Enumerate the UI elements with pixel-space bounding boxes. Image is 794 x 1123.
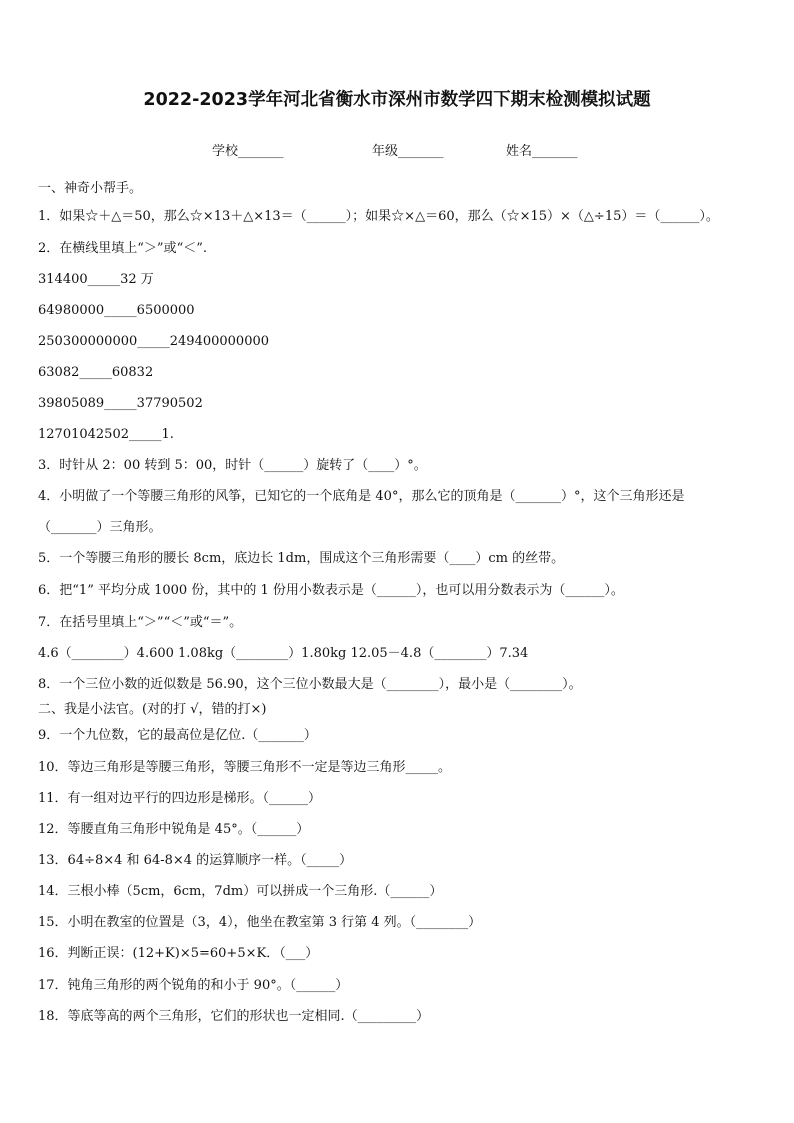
q2-item: 64980000_____6500000 <box>38 303 195 318</box>
q2-item: 39805089_____37790502 <box>38 396 203 411</box>
question-8: 8．一个三位小数的近似数是 56.90，这个三位小数最大是（________），最小是（________）。 <box>38 677 582 692</box>
question-11: 11．有一组对边平行的四边形是梯形。（______） <box>38 791 322 806</box>
question-4: 4．小明做了一个等腰三角形的风筝，已知它的一个底角是 40°，那么它的顶角是（_______）°，这个三角形还是 <box>38 489 685 504</box>
q2-item: 12701042502_____1. <box>38 427 174 442</box>
q2-item: 314400_____32 万 <box>38 272 154 287</box>
question-1: 1．如果☆＋△＝50，那么☆×13＋△×13＝（______）；如果☆×△＝60，那么（☆×15）×（△÷15）＝（______）。 <box>38 209 719 224</box>
name-field: 姓名_______ <box>506 144 578 159</box>
question-13: 13．64÷8×4 和 64-8×4 的运算顺序一样。（_____） <box>38 853 353 868</box>
question-12: 12．等腰直角三角形中锐角是 45°。（______） <box>38 822 310 837</box>
question-15: 15．小明在教室的位置是（3，4），他坐在教室第 3 行第 4 列。（________） <box>38 915 482 930</box>
question-17: 17．钝角三角形的两个锐角的和小于 90°。（______） <box>38 978 349 993</box>
grade-field: 年级_______ <box>372 144 444 159</box>
question-9: 9．一个九位数，它的最高位是亿位.（_______） <box>38 728 317 743</box>
question-14: 14．三根小棒（5cm，6cm，7dm）可以拼成一个三角形.（______） <box>38 884 443 899</box>
q2-item: 250300000000_____249400000000 <box>38 334 270 349</box>
question-18: 18．等底等高的两个三角形，它们的形状也一定相同.（_________） <box>38 1009 430 1024</box>
section-2-heading: 二、我是小法官。(对的打 √，错的打×) <box>38 702 267 717</box>
page-title: 2022-2023学年河北省衡水市深州市数学四下期末检测模拟试题 <box>143 90 651 110</box>
question-16: 16．判断正误：(12+K)×5=60+5×K．（___） <box>38 946 319 961</box>
question-7: 7．在括号里填上“＞”“＜”或“＝”。 <box>38 615 243 630</box>
question-2: 2．在横线里填上“＞”或“＜”. <box>38 241 207 256</box>
question-5: 5．一个等腰三角形的腰长 8cm，底边长 1dm，围成这个三角形需要（____）cm 的丝带。 <box>38 551 565 566</box>
question-3: 3．时针从 2：00 转到 5：00，时针（______）旋转了（____）°。 <box>38 458 427 473</box>
question-4-continued: （_______）三角形。 <box>38 520 162 535</box>
question-6: 6．把“1” 平均分成 1000 份，其中的 1 份用小数表示是（______），也可以用分数表示为（______）。 <box>38 583 624 598</box>
q2-item: 63082_____60832 <box>38 365 154 380</box>
question-10: 10．等边三角形是等腰三角形，等腰三角形不一定是等边三角形_____。 <box>38 760 452 775</box>
section-1-heading: 一、神奇小帮手。 <box>38 181 143 196</box>
school-field: 学校_______ <box>212 144 284 159</box>
question-7-items: 4.6（________）4.600 1.08kg（________）1.80kg 12.05－4.8（________）7.34 <box>38 646 529 661</box>
